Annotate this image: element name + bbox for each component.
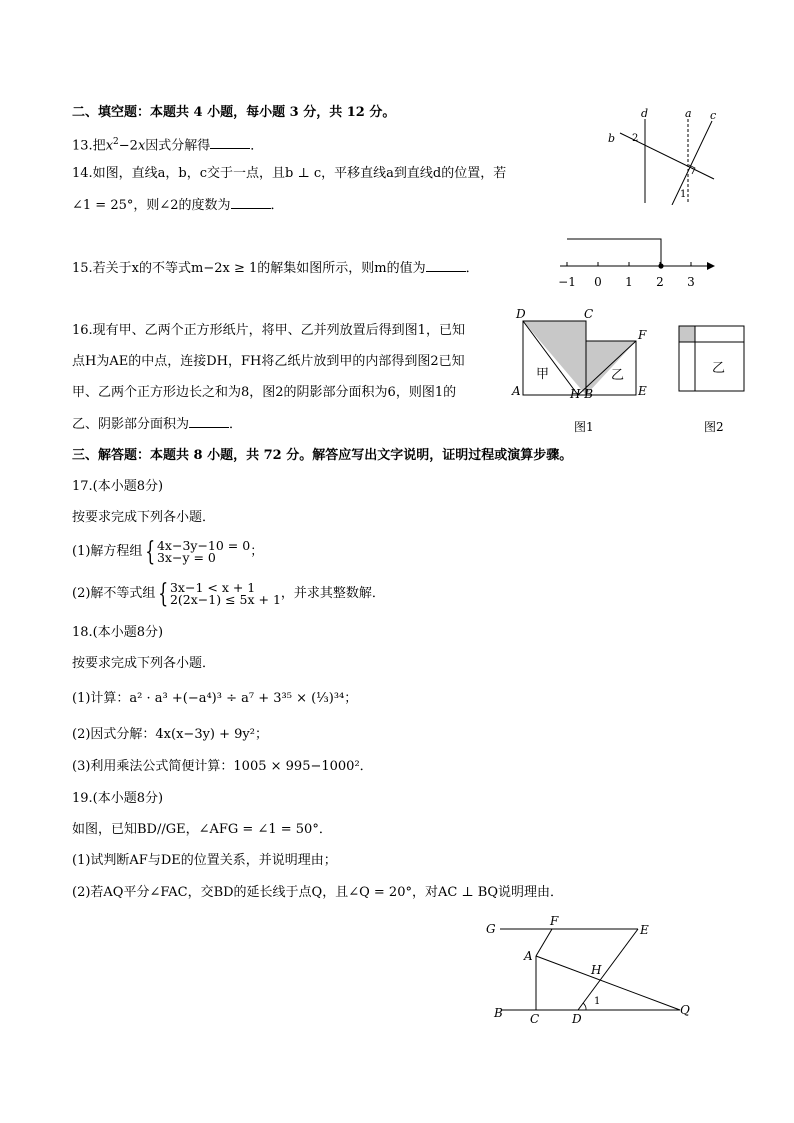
q17-ineq1: 3x−1 < x + 1 xyxy=(169,579,256,595)
label-d: d xyxy=(641,107,649,120)
q14-answer-blank[interactable] xyxy=(231,196,271,209)
label-C: C xyxy=(584,307,594,321)
label-G: G xyxy=(486,922,496,936)
q17-part2-end: ，并求其整数解． xyxy=(280,586,385,601)
q17-part2 xyxy=(72,580,385,608)
q13-answer-blank[interactable] xyxy=(210,136,250,149)
q15-number-line xyxy=(555,234,720,292)
question-15 xyxy=(72,259,479,278)
q18-part1: (1)计算：a² · a³ +(−a⁴)³ ÷ a⁷ + 3³⁵ × (⅓)³⁴； xyxy=(72,691,358,706)
section2-header: 二、填空题：本题共 4 小题，每小题 3 分，共 12 分。 xyxy=(72,105,396,120)
q17-part2-label: (2)解不等式组 xyxy=(72,586,156,601)
label-yi: 乙 xyxy=(611,368,625,383)
q15-answer-blank[interactable] xyxy=(426,259,466,272)
q19-part2: (2)若AQ平分∠FAC，交BD的延长线于点Q，且∠Q = 20°，对AC ⊥ BQ说明理由． xyxy=(72,885,563,900)
shaded-small-square xyxy=(679,326,695,342)
q17-ineq2: 2(2x−1) ≤ 5x + 1 xyxy=(169,591,281,607)
tick-label: 0 xyxy=(594,275,602,289)
q15-text: 15.若关于x的不等式m−2x ≥ 1的解集如图所示，则m的值为 xyxy=(72,261,426,276)
caption-fig2: 图2 xyxy=(704,420,724,434)
q18-part3: (3)利用乘法公式简便计算：1005 × 995−1000²． xyxy=(72,759,373,774)
q13-text: 因式分解得 xyxy=(145,138,211,154)
q16-figure-2 xyxy=(672,320,752,435)
q17-system-1 xyxy=(156,537,251,565)
q16-line2: 点H为AE的中点，连接DH，FH将乙纸片放到甲的内部得到图2已知 xyxy=(72,354,465,369)
q14-line2 xyxy=(72,196,284,215)
brace: { xyxy=(145,536,156,567)
q16-answer-blank[interactable] xyxy=(189,415,229,428)
brace: { xyxy=(158,578,169,609)
label-angle-1: 1 xyxy=(680,189,687,200)
q17-intro: 按要求完成下列各小题． xyxy=(72,510,216,525)
solid-point xyxy=(658,263,663,268)
shaded-triangle-left xyxy=(523,321,586,395)
tick-label: 1 xyxy=(625,275,633,289)
label-Q: Q xyxy=(680,1003,690,1017)
label-B: B xyxy=(494,1006,503,1020)
segment-DE xyxy=(578,929,638,1010)
label-D: D xyxy=(572,1012,582,1026)
q14-line2-text: ∠1 = 25°，则∠2的度数为 xyxy=(72,198,231,213)
label-A: A xyxy=(512,384,521,398)
label-E: E xyxy=(638,384,647,398)
label-c: c xyxy=(710,109,717,122)
q16-figure-1 xyxy=(508,303,658,433)
q19-title: 19.(本小题8分) xyxy=(72,791,164,806)
q15-end: ． xyxy=(465,261,479,276)
q17-eq1: 4x−3y−10 = 0 xyxy=(156,537,251,553)
q17-part1 xyxy=(72,538,263,566)
q14-end: ． xyxy=(270,198,284,213)
q16-line3: 甲、乙两个正方形边长之和为8，图2的阴影部分面积为6，则图1的 xyxy=(72,385,457,400)
q17-eq2: 3x−y = 0 xyxy=(156,549,216,565)
q18-part2: (2)因式分解：4x(x−3y) + 9y²； xyxy=(72,727,268,742)
label-A: A xyxy=(524,949,533,963)
q16-end: ． xyxy=(229,417,243,432)
label-F: F xyxy=(638,328,647,342)
q18-title: 18.(本小题8分) xyxy=(72,625,164,640)
q17-part1-end: ； xyxy=(250,544,264,559)
caption-fig1: 图1 xyxy=(574,420,594,433)
section3-header: 三、解答题：本题共 8 小题，共 72 分。解答应写出文字说明，证明过程或演算步骤。 xyxy=(72,448,573,463)
label-b: b xyxy=(608,132,616,145)
tick-label: −1 xyxy=(558,275,576,289)
label-H: H xyxy=(591,963,602,977)
label-angle-2: 2 xyxy=(632,133,639,144)
label-a: a xyxy=(685,107,692,120)
tick-label: 2 xyxy=(656,275,664,289)
q14-line1: 14.如图，直线a，b，c交于一点，且b ⊥ c，平移直线a到直线d的位置，若 xyxy=(72,166,507,181)
label-F: F xyxy=(550,914,559,928)
label-HB: H B xyxy=(570,387,594,401)
q18-intro: 按要求完成下列各小题． xyxy=(72,656,216,671)
line-c xyxy=(672,121,712,205)
q17-title: 17.(本小题8分) xyxy=(72,479,164,494)
q14-figure xyxy=(600,105,730,205)
segment-AQ xyxy=(536,956,680,1010)
q17-part1-label: (1)解方程组 xyxy=(72,544,143,559)
axis-arrow xyxy=(707,262,715,270)
q19-figure xyxy=(480,910,700,1030)
q16-line4-text: 乙、阴影部分面积为 xyxy=(72,417,190,432)
q19-part1: (1)试判断AF与DE的位置关系，并说明理由； xyxy=(72,853,337,868)
label-D: D xyxy=(516,307,526,321)
solution-bracket xyxy=(567,239,661,266)
angle-1-arc xyxy=(583,1003,586,1010)
label-yi-fig2: 乙 xyxy=(712,361,726,376)
q13-end: ． xyxy=(250,138,264,154)
q16-line4 xyxy=(72,415,242,434)
label-E: E xyxy=(640,923,649,937)
q16-line1: 16.现有甲、乙两个正方形纸片，将甲、乙并列放置后得到图1，已知 xyxy=(72,323,465,338)
segment-AF xyxy=(536,929,552,956)
q13-prefix: 13.把 xyxy=(72,138,106,154)
tick-label: 3 xyxy=(687,275,695,289)
label-C: C xyxy=(530,1012,540,1026)
q17-system-2 xyxy=(169,579,281,607)
q19-intro: 如图，已知BD//GE，∠AFG = ∠1 = 50°． xyxy=(72,822,332,837)
label-angle-1: 1 xyxy=(594,996,601,1007)
question-13: 13.把$x^2-2x$因式分解得 ． xyxy=(72,137,264,154)
label-jia: 甲 xyxy=(536,367,550,382)
